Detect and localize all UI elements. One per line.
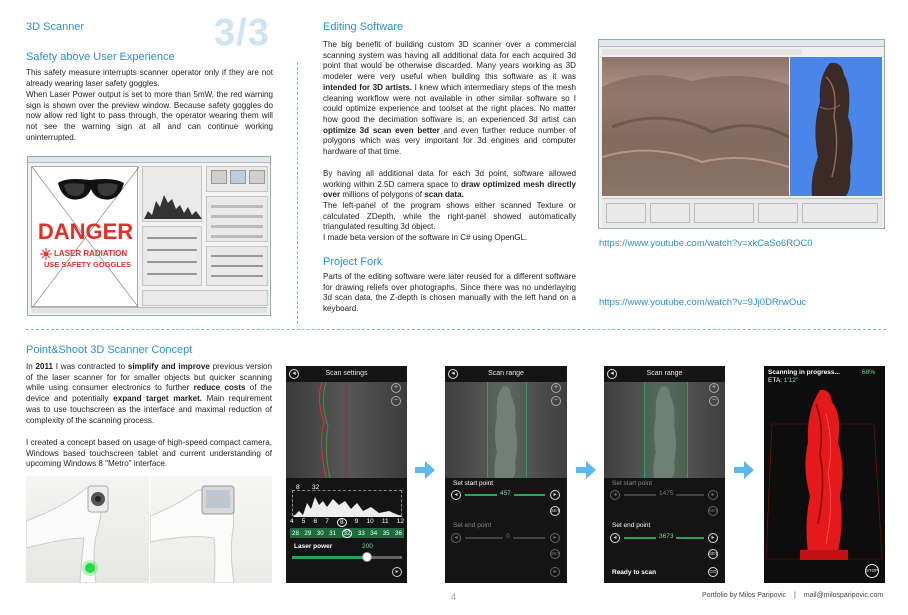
laser-power-label: Laser power [294,543,333,550]
end-point-label: Set end point [453,522,492,529]
texture-panel [602,57,789,196]
device-photo-back [150,476,272,583]
device-photo-front [26,476,149,583]
gain-value-selected[interactable]: 32 [343,529,351,537]
next-arrow-icon[interactable]: ▸ [550,567,560,577]
danger-line-1: LASER RADIATION [54,249,128,258]
histogram-panel [142,166,202,222]
exposure-value[interactable]: 7 [325,518,329,525]
screen1-title: Scan settings [325,370,368,377]
exposure-value[interactable]: 10 [366,518,374,525]
subsection-title-safety: Safety above User Experience [26,51,175,63]
footer-author: Portfolio by Milos Paripovic [702,592,787,599]
exposure-value[interactable]: 11 [381,518,389,525]
start-increase-icon[interactable]: ▸ [550,490,560,500]
section-title-editing-software: Editing Software [323,21,404,33]
scanner-app-window [27,156,271,316]
histogram-box [292,490,402,516]
start-point-label: Set start point [612,480,653,487]
end-point-label: Set end point [612,522,651,529]
end-increase-icon[interactable]: ▸ [708,533,718,543]
camera-preview [286,382,407,478]
start-point-value: 1475 [656,490,676,497]
gain-value[interactable]: 34 [370,529,378,537]
safety-goggles-icon [56,175,126,205]
eta-row [768,377,798,384]
preview-window [31,166,138,307]
youtube-link-1[interactable]: https://www.youtube.com/watch?v=xkCaSo6ROC0 [599,238,813,249]
laser-power-slider[interactable] [292,556,402,559]
flow-arrow-icon [415,461,435,479]
safety-paragraph-1: This safety measure interrupts scanner operator only if they are not already wearing laser safety goggles. [26,68,273,88]
scanner-settings-panel [142,166,268,307]
exposure-value[interactable]: 6 [313,518,318,525]
next-arrow-icon[interactable]: ▸ [392,567,402,577]
laser-power-slider-handle[interactable] [362,552,372,562]
page-marker: 3/3 [214,12,270,54]
end-point-value: 0 [503,533,513,540]
camera-sliders [142,226,202,286]
zoom-out-icon[interactable]: − [391,396,401,406]
statue-preview [445,382,567,478]
editor-toolbar [602,49,802,55]
set-start-button[interactable]: SET [708,506,718,516]
back-arrow-icon[interactable]: ◂ [607,369,617,379]
exposure-value[interactable]: 9 [354,518,359,525]
laser-line-preview [286,382,407,478]
end-decrease-icon[interactable]: ◂ [610,533,620,543]
danger-line-2: USE SAFETY GOGGLES [44,260,131,269]
screen2-title: Scan range [488,370,524,377]
back-arrow-icon[interactable]: ◂ [448,369,458,379]
gain-value[interactable]: 35 [382,529,390,537]
gain-row-bottom [290,528,404,538]
set-start-button[interactable]: SET [550,506,560,516]
exposure-value[interactable]: 12 [396,518,404,525]
footer-separator: | [793,592,796,599]
start-decrease-icon[interactable]: ◂ [451,490,461,500]
zoom-in-icon[interactable]: + [709,383,719,393]
eta-label: ETA: [768,377,782,384]
laser-power-value: 200 [362,543,373,550]
mesh-panel [790,57,882,196]
histogram-max-label: 32 [312,484,320,491]
exposure-row-top [290,518,404,527]
gain-value[interactable]: 29 [304,529,312,537]
gain-value[interactable]: 31 [329,529,337,537]
editing-paragraph-2: By having all additional data for each 3d point, software allowed working within 2.5D camera space to draw optimized mesh directly over millions of polygons of scan data. [323,169,576,200]
status-bar [31,307,267,313]
start-increase-icon[interactable]: ▸ [708,490,718,500]
zoom-out-icon[interactable]: − [709,396,719,406]
footer-email[interactable]: mail@milosparipovic.com [803,592,884,599]
editing-paragraph-4: I made beta version of the software in C# using OpenGL. [323,233,528,242]
section-title-point-shoot: Point&Shoot 3D Scanner Concept [26,344,193,356]
screen-scan-range-start [445,366,567,583]
scanning-status: Scanning in progress... [768,369,840,376]
go-button[interactable]: GO [708,567,718,577]
scan-histogram [293,491,403,517]
triangulated-statue-mesh [790,57,882,196]
scanner-device-front-illustration [26,476,149,583]
exposure-value[interactable]: 5 [301,518,306,525]
flow-arrow-icon [576,461,596,479]
screen-scan-range-end [604,366,725,583]
danger-title: DANGER [37,219,134,244]
stop-button[interactable]: STOP [865,564,879,578]
concept-paragraph-1: In 2011 I was contracted to simplify and improve previous version of the laser scanner for for smaller objects but quicker scanning while using consumer electronics to further reduce costs of the device and potentially expand target market. Main requirement was to use touchscreen as the interface and maximal reduction of complexity of the scanning process. [26,362,273,425]
scan-range-window [487,382,527,478]
gain-value[interactable]: 36 [395,529,402,537]
editing-paragraph-3: The left-panel of the program shows either scanned Texture or calculated ZDepth, while the right-panel showed automatically triangulated resulting 3d object. [323,201,576,232]
end-point-value: 3673 [656,533,676,540]
section-divider [26,329,886,330]
red-point-cloud-statue [764,384,885,564]
zoom-in-icon[interactable]: + [551,383,561,393]
footer-credit [702,592,883,599]
editor-titlebar [599,40,884,47]
exposure-value-selected[interactable]: 8 [337,518,347,527]
numerical-settings [206,196,268,242]
start-point-label: Set start point [453,480,494,487]
youtube-link-2[interactable]: https://www.youtube.com/watch?v=9Jj0DRrwOuc [599,297,807,308]
camera-buttons [206,166,268,192]
exposure-value[interactable]: 4 [290,518,294,525]
fork-paragraph: Parts of the editing software were later reused for a different software for drawing reliefs over photographs. Since there was no underlaying 3d scan data, the Z-depth is chosen manually with the left hand on a keyboard. [323,272,576,314]
page-number: 4 [451,592,457,602]
scan-range-window [644,382,688,478]
histogram-min-label: 8 [296,484,300,491]
editing-software-window [598,39,885,229]
end-decrease-icon[interactable]: ◂ [451,533,461,543]
scan-progress-percent: 68% [862,369,876,376]
end-increase-icon[interactable]: ▸ [550,533,560,543]
histogram-chart [144,189,202,219]
set-end-button[interactable]: SET [708,549,718,559]
editing-paragraph-1: The big benefit of building custom 3D scanner over a commercial scanning system was having all additional data for each acquired 3d point that would be otherwise discarded. Many years working as 3D modeler were very useful when building this software as it was intended for 3D artists. I knew which intermediary steps of the mesh cleaning workflow were not available in other similar software so I could optimize experience and toolset at the right places. No matter how good the decimation software is, an experienced 3d artist can optimize 3d scan even better and even further reduce number of polygons which was very important for 3d engines and computer hardware of that time. [323,40,576,157]
concept-paragraph-2: I created a concept based on usage of high-speed compact camera, Windows based touchscreen tablet and current understanding of upcoming Windows 8 "Metro" interface. [26,438,272,469]
eta-value: 1'12" [783,377,799,384]
subsection-title-project-fork: Project Fork [323,256,383,268]
section-title-3d-scanner: 3D Scanner [26,21,85,33]
screen-scanning-progress [764,366,885,583]
gain-value[interactable]: 33 [357,529,365,537]
start-decrease-icon[interactable]: ◂ [610,490,620,500]
sliders-footer [142,290,268,306]
zoom-in-icon[interactable]: + [391,383,401,393]
column-divider [297,62,298,324]
scanner-device-back-illustration [150,476,272,583]
set-end-button[interactable]: SET [550,549,560,559]
start-point-value: 457 [497,490,514,497]
screen3-title: Scan range [646,370,683,377]
ready-to-scan-label: Ready to scan [612,569,657,576]
zoom-out-icon[interactable]: − [551,396,561,406]
laser-starburst-icon [40,248,52,260]
gain-value[interactable]: 28 [292,529,299,537]
screen-scan-settings [286,366,407,583]
frame-settings [206,246,268,286]
editor-controls [602,198,883,227]
flow-arrow-icon [734,461,754,479]
window-titlebar [28,157,270,163]
relief-texture [602,57,789,196]
safety-paragraph-2: When Laser Power output is set to more than 5mW, the red warning sign is shown over the preview window. Because safety goggles do now allow red light to pass through, the operator wearing them will not see the warning sign at all and can continue working uninterrupted. [26,90,273,142]
statue-preview [604,382,725,478]
back-arrow-icon[interactable]: ◂ [289,369,299,379]
gain-value[interactable]: 30 [316,529,324,537]
